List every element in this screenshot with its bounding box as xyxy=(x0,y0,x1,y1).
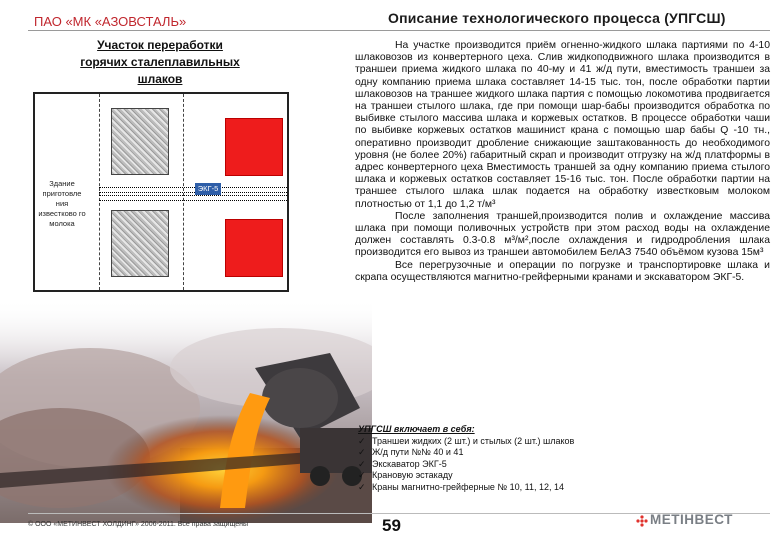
header-divider xyxy=(28,30,770,31)
list-item: ✓ Краны магнитно-грейферные № 10, 11, 12, 14 xyxy=(358,482,688,494)
page-title: Описание технологического процесса (УПГСШ) xyxy=(388,10,726,26)
rail-track-40 xyxy=(99,187,287,193)
list-item: ✓ Ж/д пути №№ 40 и 41 xyxy=(358,447,688,459)
description-paragraph: На участке производится приём огненно-жидкого шлака партиями по 4-10 шлаковозов из конвертерного цеха. Слив жидкоподвижного шлака производится в траншеи приема жидкого шлака по 40-му и 41 ж/д пути, вместимость траншеи за одну компанию приема шлака составляет 14-15 тыс. тон, после обработки партии шлаковозов на траншее жидкого шлака партия с помощью локомотива продвигается на траншеи стылого шлака, где при помощи шар-бабы производится обработка по выбивке стылого массива шлака и коржевых остатков. В процессе обработки чаши по выбивке коржевых остатков машинист крана с помощью шар бабы Q -10 тн., оперативно производит дробление снижающие заштакованность до необходимого уровня (не более 20%) габаритный скрап и производит отгрузку на ж/д платформы в адрес конвертерного цеха Вместимость траншей за одну компанию приема стылого шлака и коржевых остатков составляет 15-16 тыс. тон. После обработки партии на траншее стылого шлака шлак подается на обработку известковым молоком плотностью от 1,1 до 1,2 т/м³ xyxy=(355,40,770,210)
list-item: ✓ Траншеи жидких (2 шт.) и стылых (2 шт.) шлаков xyxy=(358,436,688,448)
cold-slag-trench xyxy=(111,108,169,175)
liquid-slag-trench xyxy=(225,118,283,176)
description-paragraph: Все перегрузочные и операции по погрузке и транспортировке шлака и скрапа осуществляются магнитно-грейферными кранами и экскаватором ЭКГ-5. xyxy=(355,259,770,283)
description-paragraph: После заполнения траншей,производится полив и охлаждение массива шлака при помощи поливочных устройств при этом расход воды на охлаждение должен составлять 0.3-0.8 м³/м²,после охлаждения и гидродробления шлака производится его вывоз из траншеи автомобилем БелАЗ 7540 объёмом кузова 15м³ xyxy=(355,210,770,259)
slag-pouring-photo xyxy=(0,298,372,523)
scheme-title xyxy=(60,37,260,88)
copyright-notice: © ООО «МЕТИНВЕСТ ХОЛДИНГ» 2006-2011. Все права защищены xyxy=(28,521,249,528)
company-name: ПАО «МК «АЗОВСТАЛЬ» xyxy=(34,14,187,29)
scheme-title-line: горячих сталеплавильных xyxy=(80,55,240,69)
rail-track-41 xyxy=(99,195,287,201)
cold-slag-trench xyxy=(111,210,169,277)
includes-heading: УПГСШ включает в себя: xyxy=(358,424,475,434)
list-item: ✓ Крановую эстакаду xyxy=(358,470,688,482)
site-scheme-diagram xyxy=(33,92,289,292)
company-logo: МЕТІНВЕСТ xyxy=(650,512,733,527)
process-description xyxy=(355,40,770,284)
metinvest-logo-icon xyxy=(636,514,648,532)
includes-list xyxy=(358,436,688,494)
scheme-title-line: Участок переработки xyxy=(97,38,223,52)
includes-section xyxy=(358,424,688,493)
lime-milk-building-label: Здание приготовле ния известково го молока xyxy=(38,179,86,228)
excavator-ekg5-marker: ЭКГ-5 xyxy=(195,183,221,195)
page-number: 59 xyxy=(382,516,401,535)
scheme-title-line: шлаков xyxy=(137,72,183,86)
list-item: ✓ Экскаватор ЭКГ-5 xyxy=(358,459,688,471)
liquid-slag-trench xyxy=(225,219,283,277)
